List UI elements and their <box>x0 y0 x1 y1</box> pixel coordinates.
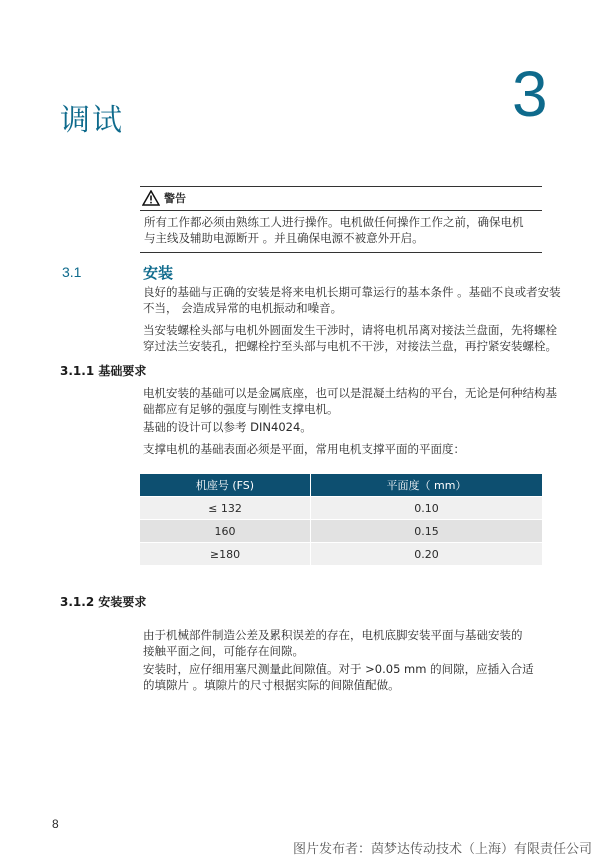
table-cell: 0.20 <box>310 543 542 566</box>
warning-separator <box>140 210 542 211</box>
warning-label: 警告 <box>164 192 186 205</box>
table-row <box>140 497 542 520</box>
subsection-paragraph-3: 支撑电机的基础表面必须是平面，常用电机支撑平面的平面度： <box>143 442 465 456</box>
chapter-title: 调试 <box>60 103 124 138</box>
page-number: 8 <box>52 817 59 831</box>
subsection-paragraph-2 <box>143 661 573 693</box>
table-cell: 160 <box>140 520 310 543</box>
subsection-paragraph-1 <box>143 385 573 417</box>
text-line: 的填隙片 。填隙片的尺寸根据实际的间隙值配做。 <box>143 678 400 692</box>
text-line: 良好的基础与正确的安装是将来电机长期可靠运行的基本条件 。基础不良或者安装 <box>143 285 561 299</box>
text-line: 电机安装的基础可以是金属底座，也可以是混凝土结构的平台，无论是何种结构基 <box>143 386 557 400</box>
table-row <box>140 520 542 543</box>
warning-header <box>142 190 186 206</box>
section-title: 安装 <box>143 264 174 282</box>
warning-top-rule <box>140 186 542 187</box>
table-cell: 0.10 <box>310 497 542 520</box>
warning-line: 所有工作都必须由熟练工人进行操作。电机做任何操作工作之前，确保电机 <box>144 215 524 229</box>
warning-triangle-icon <box>142 190 160 206</box>
table-header: 机座号 (FS) <box>140 474 310 497</box>
flatness-table <box>140 474 542 565</box>
text-line: 础都应有足够的强度与刚性支撑电机。 <box>143 402 339 416</box>
section-paragraph-1 <box>143 284 563 316</box>
table-row <box>140 543 542 566</box>
publisher-footer: 图片发布者：茵梦达传动技术（上海）有限责任公司 <box>292 842 592 857</box>
section-number: 3.1 <box>62 264 82 280</box>
warning-line: 与主线及辅助电源断开 。并且确保电源不被意外开启。 <box>144 231 424 245</box>
text-line: 由于机械部件制造公差及累积误差的存在，电机底脚安装平面与基础安装的 <box>143 628 523 642</box>
table-cell: 0.15 <box>310 520 542 543</box>
text-line: 安装时，应仔细用塞尺测量此间隙值。对于 >0.05 mm 的间隙，应插入合适 <box>143 662 534 676</box>
section-paragraph-2 <box>143 322 563 354</box>
warning-bottom-rule <box>140 252 542 253</box>
chapter-number: 3 <box>512 58 548 130</box>
table-header-row <box>140 474 542 497</box>
subsection-paragraph-2: 基础的设计可以参考 DIN4024。 <box>143 420 312 434</box>
warning-text <box>144 214 544 246</box>
subsection-paragraph-1 <box>143 627 573 659</box>
table-cell: ≥180 <box>140 543 310 566</box>
table-header: 平面度（ mm） <box>310 474 542 497</box>
text-line: 穿过法兰安装孔，把螺栓拧至头部与电机不干涉，对接法兰盘，再拧紧安装螺栓。 <box>143 339 557 353</box>
subsection-title: 3.1.2 安装要求 <box>60 595 147 609</box>
text-line: 接触平面之间，可能存在间隙。 <box>143 644 304 658</box>
text-line: 当安装螺栓头部与电机外圆面发生干涉时，请将电机吊离对接法兰盘面，先将螺栓 <box>143 323 557 337</box>
subsection-title: 3.1.1 基础要求 <box>60 364 147 378</box>
text-line: 不当， 会造成异常的电机振动和噪音。 <box>143 301 343 315</box>
table-cell: ≤ 132 <box>140 497 310 520</box>
